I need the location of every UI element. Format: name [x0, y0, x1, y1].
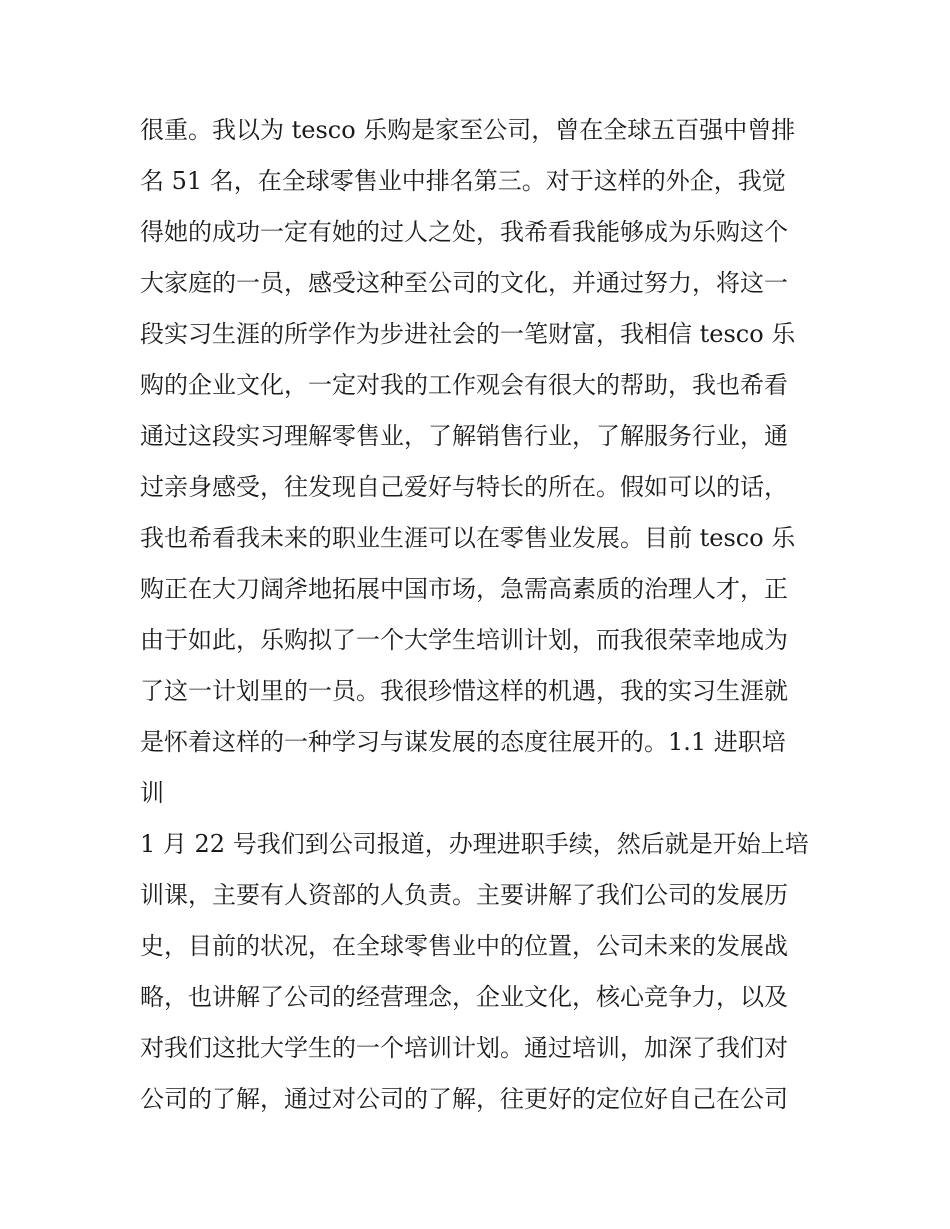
text-line: 很重。我以为 tesco 乐购是家至公司，曾在全球五百强中曾排 — [140, 116, 796, 144]
text-line: 我也希看我未来的职业生涯可以在零售业发展。目前 tesco 乐 — [140, 524, 796, 552]
text-line: 得她的成功一定有她的过人之处，我希看我能够成为乐购这个 — [140, 218, 788, 246]
text-line: 公司的了解，通过对公司的了解，往更好的定位好自己在公司 — [140, 1085, 788, 1113]
text-line: 略，也讲解了公司的经营理念，企业文化，核心竞争力，以及 — [140, 983, 788, 1011]
text-line: 购的企业文化，一定对我的工作观会有很大的帮助，我也希看 — [140, 371, 788, 399]
text-line: 史，目前的状况，在全球零售业中的位置，公司未来的发展战 — [140, 932, 788, 960]
text-line: 1 月 22 号我们到公司报道，办理进职手续，然后就是开始上培 — [140, 830, 809, 858]
text-line: 大家庭的一员，感受这种至公司的文化，并通过努力，将这一 — [140, 269, 788, 297]
text-line: 段实习生涯的所学作为步进社会的一笔财富，我相信 tesco 乐 — [140, 320, 796, 348]
section-heading-tail: 训 — [140, 779, 164, 807]
text-line: 训课，主要有人资部的人负责。主要讲解了我们公司的发展历 — [140, 881, 788, 909]
text-line: 购正在大刀阔斧地拓展中国市场，急需高素质的治理人才，正 — [140, 575, 788, 603]
text-line: 通过这段实习理解零售业，了解销售行业，了解服务行业，通 — [140, 422, 788, 450]
text-line: 对我们这批大学生的一个培训计划。通过培训，加深了我们对 — [140, 1034, 788, 1062]
body-text — [140, 105, 815, 1125]
text-line: 过亲身感受，往发现自己爱好与特长的所在。假如可以的话， — [140, 473, 788, 501]
text-line: 名 51 名，在全球零售业中排名第三。对于这样的外企，我觉 — [140, 167, 786, 195]
text-line: 是怀着这样的一种学习与谋发展的态度往展开的。1.1 进职培 — [140, 728, 786, 756]
text-line: 了这一计划里的一员。我很珍惜这样的机遇，我的实习生涯就 — [140, 677, 788, 705]
text-line: 由于如此，乐购拟了一个大学生培训计划，而我很荣幸地成为 — [140, 626, 788, 654]
